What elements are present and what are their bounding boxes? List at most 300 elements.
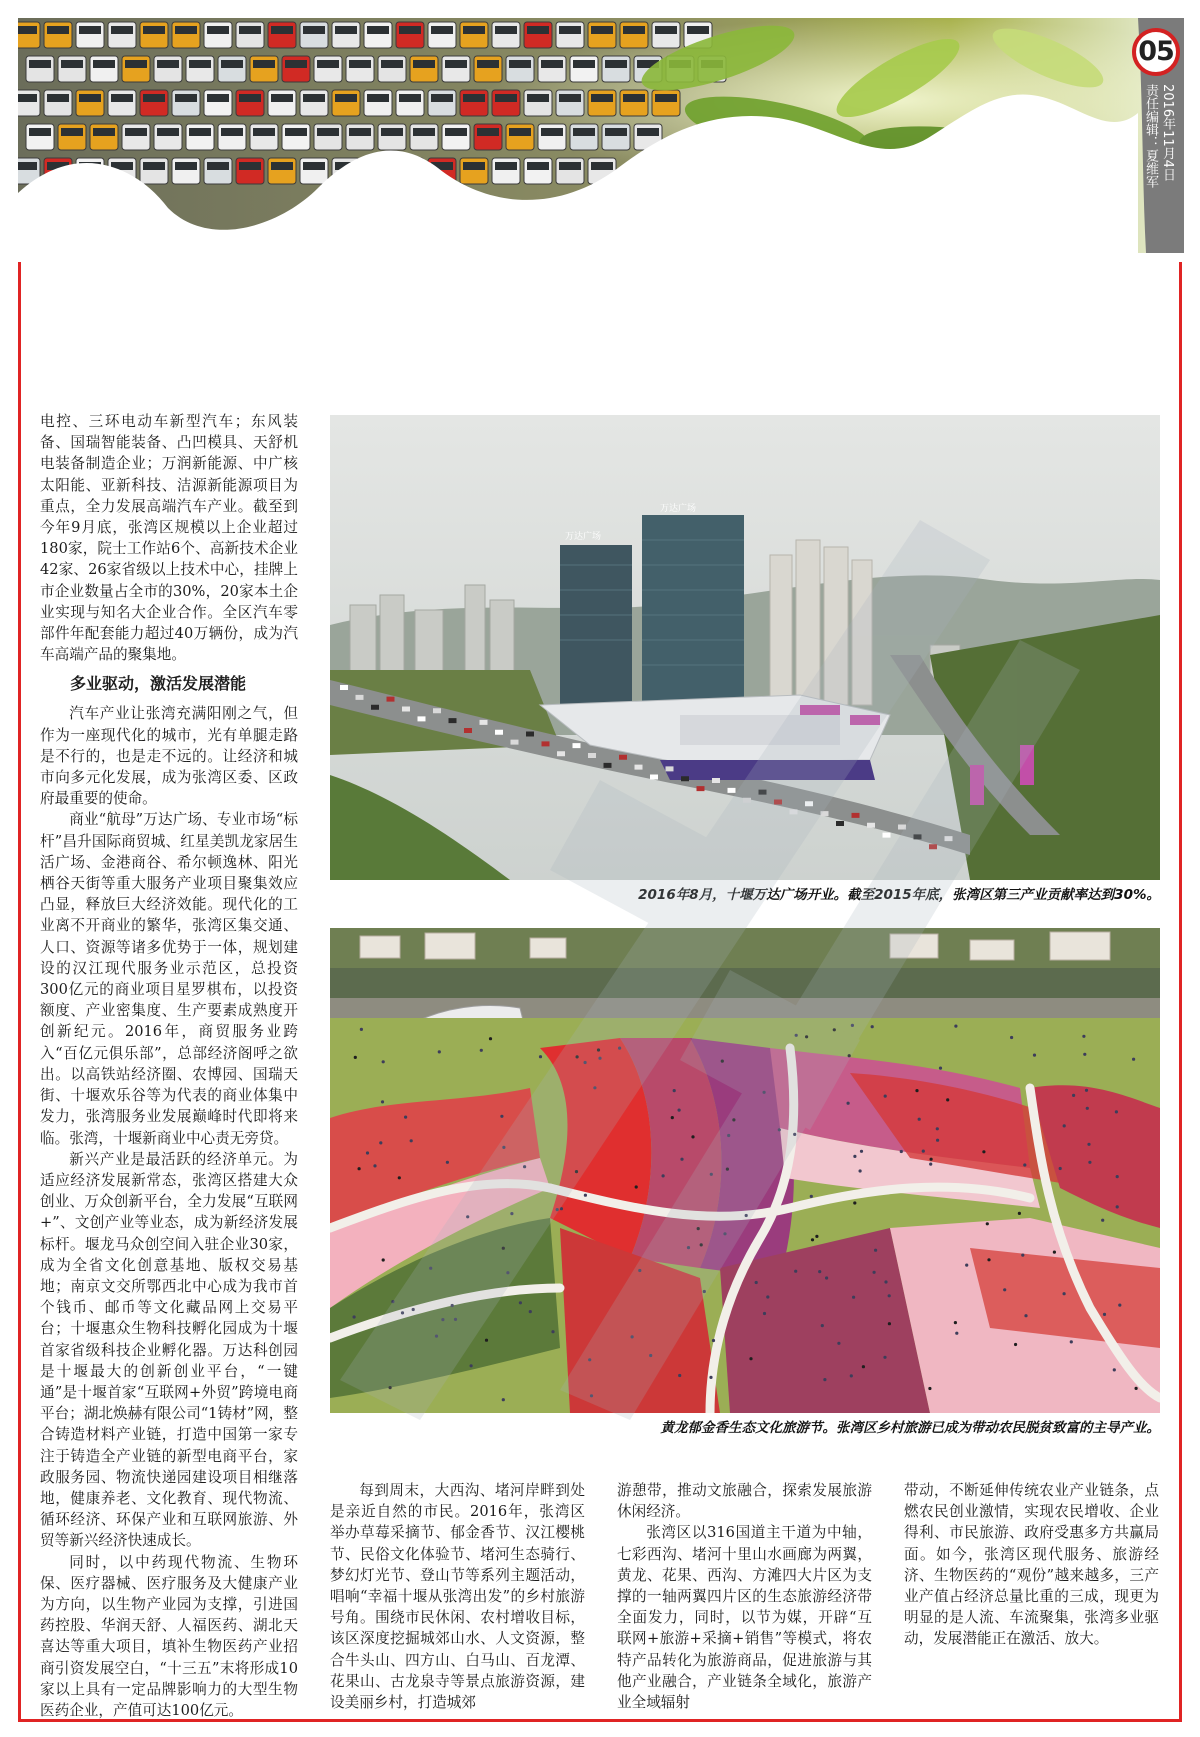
truck-cab <box>378 56 406 82</box>
truck-cab <box>268 22 296 48</box>
truck-cab <box>620 90 648 116</box>
visitor <box>712 1339 715 1342</box>
truck-cab <box>474 56 502 82</box>
truck-windshield <box>591 162 613 170</box>
header-banner-art <box>18 18 1184 253</box>
visitor <box>1063 1124 1066 1127</box>
car <box>883 833 891 838</box>
visitor <box>965 1264 968 1267</box>
visitor <box>871 1025 874 1028</box>
truck-windshield <box>175 26 197 34</box>
visitor <box>429 1267 432 1270</box>
article-paragraph: 商业“航母”万达广场、专业市场“标杆”昌升国际商贸城、红星美凯龙家居生活广场、金港商谷、希尔顿逸林、阳光栖谷天街等重大服务产业项目聚集效应凸显，释放巨大经济效能。现代化的工业离不开商业的繁华，张湾区集交通、人口、资源等诸多优势于一体，规划建设的汉江现代服务业示范区，总投资300亿元的商业项目星罗棋布，以投资额度、产业密集度、生产要素成熟度开创新纪元。2016年，商贸服务业跨入“百亿元俱乐部”，总部经济阁呼之欲出。以高铁站经济圈、农博园、国瑞天街、十堰欢乐谷等为代表的商业体集中发力，张湾服务业发展巅峰时代即将来临。张湾，十堰新商业中心责无旁贷。 <box>40 811 298 1147</box>
car <box>650 775 658 780</box>
visitor <box>726 1168 729 1171</box>
visitor <box>1135 1387 1138 1390</box>
car <box>697 786 705 791</box>
truck-cab <box>76 90 104 116</box>
truck-windshield <box>573 60 595 68</box>
truck-cab <box>620 22 648 48</box>
visitor <box>821 1324 824 1327</box>
visitor <box>987 1258 990 1261</box>
truck-windshield <box>381 128 403 136</box>
visitor <box>710 1173 713 1176</box>
visitor <box>873 1271 876 1274</box>
truck-cab <box>268 158 296 184</box>
truck-windshield <box>623 94 645 102</box>
visitor <box>382 1258 385 1261</box>
truck-windshield <box>477 60 499 68</box>
visitor <box>360 1028 363 1031</box>
car <box>371 705 379 710</box>
visitor <box>922 1150 925 1153</box>
visitor <box>982 1150 985 1153</box>
truck-cab <box>396 22 424 48</box>
truck-windshield <box>271 94 293 102</box>
truck-cab <box>346 56 374 82</box>
truck-windshield <box>47 94 69 102</box>
truck-cab <box>492 22 520 48</box>
truck-cab <box>172 158 200 184</box>
visitor <box>1024 1314 1027 1317</box>
truck-windshield <box>303 162 325 170</box>
visitor <box>955 1332 958 1335</box>
visitor <box>1021 1254 1024 1257</box>
truck-windshield <box>207 162 229 170</box>
car <box>929 844 937 849</box>
visitor <box>551 1330 554 1333</box>
truck-cab <box>90 56 118 82</box>
visitor <box>590 1394 593 1397</box>
visitor <box>381 1100 384 1103</box>
visitor <box>519 1301 522 1304</box>
truck-cab <box>204 158 232 184</box>
visitor <box>539 1055 542 1058</box>
car <box>774 800 782 805</box>
visitor <box>662 1174 665 1177</box>
truck-cab <box>236 158 264 184</box>
truck-cab <box>442 124 470 150</box>
car <box>805 801 813 806</box>
truck-windshield <box>157 60 179 68</box>
visitor <box>853 1155 856 1158</box>
visitor <box>709 1376 712 1379</box>
visitor <box>489 1037 492 1040</box>
truck-windshield <box>559 162 581 170</box>
truck-cab <box>300 22 328 48</box>
visitor <box>723 1232 726 1235</box>
visitor <box>502 1398 505 1401</box>
article-left-column <box>40 411 298 1721</box>
visitor <box>837 1342 840 1345</box>
truck-cab <box>652 22 680 48</box>
issue-editor: 责任编辑：夏维军 <box>1143 84 1158 188</box>
visitor <box>470 1364 473 1367</box>
section-subheading: 多业驱动，激活发展潜能 <box>70 674 247 694</box>
truck-windshield <box>367 26 389 34</box>
car <box>759 790 767 795</box>
car <box>526 732 534 737</box>
truck-windshield <box>431 94 453 102</box>
car <box>402 707 410 712</box>
car <box>480 720 488 725</box>
tower-sign-left: 万达广场 <box>565 532 602 542</box>
car <box>619 755 627 760</box>
issue-info <box>1143 84 1176 234</box>
visitor <box>853 1201 856 1204</box>
truck-cab <box>556 158 584 184</box>
car <box>495 730 503 735</box>
visitor <box>1118 1304 1121 1307</box>
truck-cab <box>108 22 136 48</box>
truck-windshield <box>111 26 133 34</box>
visitor <box>391 1300 394 1303</box>
truck-windshield <box>509 60 531 68</box>
truck-windshield <box>79 94 101 102</box>
visitor <box>888 1294 891 1297</box>
truck-windshield <box>495 162 517 170</box>
visitor <box>1088 1161 1091 1164</box>
visitor <box>915 1089 918 1092</box>
truck-windshield <box>687 26 709 34</box>
photo-caption: 2016年8月，十堰万达广场开业。截至2015年底，张湾区第三产业贡献率达到30%。 <box>638 887 1160 903</box>
truck-cab <box>204 90 232 116</box>
article-paragraph: 游憩带，推动文旅融合，探索发展旅游休闲经济。 <box>617 1482 872 1521</box>
visitor <box>805 1035 808 1038</box>
truck-cab <box>588 22 616 48</box>
visitor <box>560 1207 563 1210</box>
visitor <box>946 1098 949 1101</box>
visitor <box>883 1356 886 1359</box>
visitor <box>848 1054 851 1057</box>
visitor <box>1086 1107 1089 1110</box>
truck-windshield <box>445 128 467 136</box>
truck-windshield <box>317 128 339 136</box>
truck-cab <box>364 90 392 116</box>
car <box>340 685 348 690</box>
truck-cab <box>442 56 470 82</box>
truck-windshield <box>367 94 389 102</box>
visitor <box>936 1127 939 1130</box>
car <box>418 716 426 721</box>
visitor <box>1116 1175 1119 1178</box>
truck-windshield <box>431 26 453 34</box>
truck-windshield <box>413 128 435 136</box>
truck-windshield <box>399 26 421 34</box>
visitor <box>721 1060 724 1063</box>
truck-cab <box>588 90 616 116</box>
visitor <box>884 1095 887 1098</box>
visitor <box>763 1091 766 1094</box>
visitor <box>815 1235 818 1238</box>
visitor <box>1010 1036 1013 1039</box>
truck-windshield <box>189 128 211 136</box>
visitor <box>1101 1219 1104 1222</box>
visitor <box>500 1115 503 1118</box>
truck-windshield <box>463 26 485 34</box>
truck-windshield <box>271 26 293 34</box>
visitor <box>939 1067 942 1070</box>
truck-windshield <box>527 162 549 170</box>
visitor <box>850 1374 853 1377</box>
visitor <box>700 1243 703 1246</box>
truck-cab <box>282 124 310 150</box>
truck-windshield <box>253 128 275 136</box>
page-number-badge: 05 <box>1132 28 1180 76</box>
visitor <box>1018 1212 1021 1215</box>
truck-windshield <box>239 94 261 102</box>
truck-cab <box>396 90 424 116</box>
truck-windshield <box>303 26 325 34</box>
truck-windshield <box>189 60 211 68</box>
visitor <box>631 1335 634 1338</box>
truck-windshield <box>349 128 371 136</box>
visitor <box>918 1118 921 1121</box>
truck-windshield <box>61 128 83 136</box>
visitor <box>745 1214 748 1217</box>
car <box>728 788 736 793</box>
visitor <box>379 1141 382 1144</box>
truck-cab <box>492 158 520 184</box>
truck-cab <box>108 90 136 116</box>
truck-windshield <box>655 26 677 34</box>
visitor <box>671 1116 674 1119</box>
truck-windshield <box>175 162 197 170</box>
visitor <box>930 1158 933 1161</box>
visitor <box>598 1057 601 1060</box>
truck-windshield <box>317 60 339 68</box>
visitor <box>584 1061 587 1064</box>
truck-windshield <box>93 60 115 68</box>
visitor <box>847 1102 850 1105</box>
truck-cab <box>492 90 520 116</box>
truck-cab <box>332 22 360 48</box>
car <box>573 743 581 748</box>
visitor <box>404 1116 407 1119</box>
visitor <box>727 1134 730 1137</box>
truck-cab <box>154 56 182 82</box>
truck-cab <box>524 22 552 48</box>
truck-cab <box>474 124 502 150</box>
visitor <box>860 1150 863 1153</box>
car <box>666 766 674 771</box>
photo-tulip-festival <box>330 928 1160 1413</box>
visitor <box>502 1146 505 1149</box>
car <box>821 811 829 816</box>
visitor <box>366 1151 369 1154</box>
truck-windshield <box>541 128 563 136</box>
visitor <box>353 1315 356 1318</box>
truck-cab <box>602 56 630 82</box>
truck-cab <box>524 90 552 116</box>
visitor <box>678 1109 681 1112</box>
truck-windshield <box>285 128 307 136</box>
visitor <box>1033 1054 1036 1057</box>
tower-sign-right: 万达广场 <box>660 504 697 514</box>
car <box>867 823 875 828</box>
visitor <box>506 1271 509 1274</box>
truck-cab <box>460 22 488 48</box>
truck-cab <box>140 158 168 184</box>
visitor <box>678 1374 681 1377</box>
visitor <box>928 1387 931 1390</box>
truck-cab <box>172 22 200 48</box>
truck-cab <box>26 124 54 150</box>
truck-windshield <box>125 128 147 136</box>
truck-windshield <box>61 60 83 68</box>
truck-windshield <box>125 60 147 68</box>
article-bottom-column-1 <box>330 1480 585 1713</box>
visitor <box>510 1212 513 1215</box>
visitor <box>833 1028 836 1031</box>
truck-windshield <box>111 94 133 102</box>
truck-cab <box>364 22 392 48</box>
truck-windshield <box>335 26 357 34</box>
truck-cab <box>556 22 584 48</box>
truck-windshield <box>207 26 229 34</box>
article-bottom-column-3 <box>904 1480 1159 1650</box>
truck-cab <box>282 56 310 82</box>
car <box>712 778 720 783</box>
visitor <box>485 1339 488 1342</box>
visitor <box>1059 1167 1062 1170</box>
visitor <box>1014 1343 1017 1346</box>
truck-windshield <box>591 94 613 102</box>
visitor <box>1053 1251 1056 1254</box>
visitor <box>618 1047 621 1050</box>
truck-cab <box>44 90 72 116</box>
truck-windshield <box>253 60 275 68</box>
truck-windshield <box>591 26 613 34</box>
visitor <box>795 1034 798 1037</box>
visitor <box>649 1354 652 1357</box>
truck-cab <box>460 158 488 184</box>
truck-cab <box>410 124 438 150</box>
truck-windshield <box>605 128 627 136</box>
truck-cab <box>18 90 40 116</box>
truck-windshield <box>399 94 421 102</box>
photo-caption: 黄龙郁金香生态文化旅游节。张湾区乡村旅游已成为带动农民脱贫致富的主导产业。 <box>660 1420 1160 1436</box>
truck-windshield <box>143 94 165 102</box>
truck-cab <box>570 124 598 150</box>
visitor <box>986 1222 989 1225</box>
truck-cab <box>346 124 374 150</box>
issue-date: 2016年11月4日 <box>1160 84 1175 181</box>
truck-windshield <box>477 128 499 136</box>
truck-windshield <box>655 94 677 102</box>
visitor <box>732 1118 735 1121</box>
visitor <box>687 1246 690 1249</box>
truck-cab <box>236 22 264 48</box>
truck-cab <box>652 90 680 116</box>
visitor <box>1103 1313 1106 1316</box>
car <box>464 728 472 733</box>
visitor <box>438 1050 441 1053</box>
truck-windshield <box>637 128 659 136</box>
truck-cab <box>556 90 584 116</box>
visitor <box>588 1358 591 1361</box>
car <box>542 741 550 746</box>
visitor <box>862 1365 865 1368</box>
truck-windshield <box>221 60 243 68</box>
truck-cab <box>186 56 214 82</box>
visitor <box>859 1169 862 1172</box>
visitor <box>954 1025 957 1028</box>
article-paragraph: 新兴产业是最活跃的经济单元。为适应经济发展新常态，张湾区搭建大众创业、万众创新平台，全力发展“互联网+”、文创产业等业态，成为新经济发展标杆。堰龙马众创空间入驻企业30家，成为全省文化创意基地、版权交易基地；南京文交所鄂西北中心成为我市首个钱币、邮币等文化藏品网上交易平台；十堰惠众生物科技孵化园成为十堰首家省级科技企业孵化器。万达科创园是十堰最大的创新创业平台，“一键通”是十堰首家“互联网+外贸”跨境电商平台；湖北焕赫有限公司“1铸材”网，整合铸造材料产业链，打造中国第一家专注于铸造全产业链的新型电商平台，家政服务园、物流快递园建设项目相继落地，健康养老、文化教育、现代物流、循环经济、环保产业和互联网旅游、外贸等新兴经济快速成长。 <box>40 1150 298 1550</box>
truck-cab <box>524 158 552 184</box>
truck-cab <box>76 22 104 48</box>
visitor <box>635 1185 638 1188</box>
truck-windshield <box>29 128 51 136</box>
truck-cab <box>538 56 566 82</box>
visitor <box>435 1335 438 1338</box>
visitor <box>451 1304 454 1307</box>
visitor <box>466 1215 469 1218</box>
visitor <box>638 1269 641 1272</box>
visitor <box>691 1135 694 1138</box>
truck-windshield <box>495 26 517 34</box>
visitor <box>749 1357 752 1360</box>
article-paragraph: 张湾区以316国道主干道为中轴，七彩西沟、堵河十里山水画廊为两翼，黄龙、花果、西沟、方滩四大片区为支撑的一轴两翼四片区的生态旅游经济带全面发力，同时，以节为媒，开辟“互联网+旅游+采摘+销售”等模式，将农特产品转化为旅游商品，促进旅游与其他产业融合，产业链条全域化，旅游产业全域辐射 <box>617 1524 872 1712</box>
visitor <box>446 1161 449 1164</box>
truck-cab <box>428 22 456 48</box>
truck-windshield <box>18 94 37 102</box>
truck-windshield <box>541 60 563 68</box>
truck-cab <box>314 56 342 82</box>
visitor <box>584 1194 587 1197</box>
article-bottom-column-2 <box>617 1480 872 1713</box>
article-paragraph: 每到周末，大西沟、堵河岸畔到处是亲近自然的市民。2016年，张湾区举办草莓采摘节、郁金香节、汉江樱桃节、民俗文化体验节、堵河生态骑行、梦幻灯光节、登山节等系列主题活动，唱响“幸福十堰从张湾出发”的乡村旅游号角。围绕市民休闲、农村增收目标，该区深度挖掘城郊山水、人文资源，整合牛头山、四方山、白马山、百龙潭、花果山、古龙泉寺等景点旅游资源，建设美丽乡村，打造城郊 <box>330 1482 585 1712</box>
truck-windshield <box>18 26 37 34</box>
truck-cab <box>154 124 182 150</box>
visitor <box>1087 1143 1090 1146</box>
truck-windshield <box>445 60 467 68</box>
visitor <box>936 1139 939 1142</box>
car <box>743 798 751 803</box>
truck-cab <box>218 56 246 82</box>
car <box>790 809 798 814</box>
truck-windshield <box>509 128 531 136</box>
visitor <box>1003 1288 1006 1291</box>
visitor <box>1113 1368 1116 1371</box>
visitor <box>502 1247 505 1250</box>
truck-cab <box>250 56 278 82</box>
truck-cab <box>122 56 150 82</box>
truck-windshield <box>605 60 627 68</box>
truck-windshield <box>143 26 165 34</box>
truck-cab <box>236 90 264 116</box>
truck-windshield <box>271 162 293 170</box>
visitor <box>778 1128 781 1131</box>
truck-windshield <box>559 94 581 102</box>
visitor <box>900 1150 903 1153</box>
truck-cab <box>90 124 118 150</box>
visitor <box>373 1164 376 1167</box>
truck-windshield <box>527 26 549 34</box>
truck-cab <box>58 124 86 150</box>
photo-wanda-plaza-image <box>330 415 1160 880</box>
car <box>836 821 844 826</box>
truck-cab <box>300 158 328 184</box>
visitor <box>523 1165 526 1168</box>
truck-windshield <box>18 162 37 170</box>
truck-windshield <box>47 26 69 34</box>
visitor <box>412 1308 415 1311</box>
visitor <box>851 1024 854 1027</box>
visitor <box>575 1170 578 1173</box>
article-paragraph: 带动，不断延伸传统农业产业链条，点燃农民创业激情，实现农民增收、企业得利、市民旅游、政府受惠多方共赢局面。如今，张湾区现代服务、旅游经济、生物医药的“观份”越来越多，三产业产值占经济总量比重的三成，现更为明显的是人流、车流聚集，张湾多业驱动，发展潜能正在激活、放大。 <box>904 1482 1159 1648</box>
truck-windshield <box>381 60 403 68</box>
